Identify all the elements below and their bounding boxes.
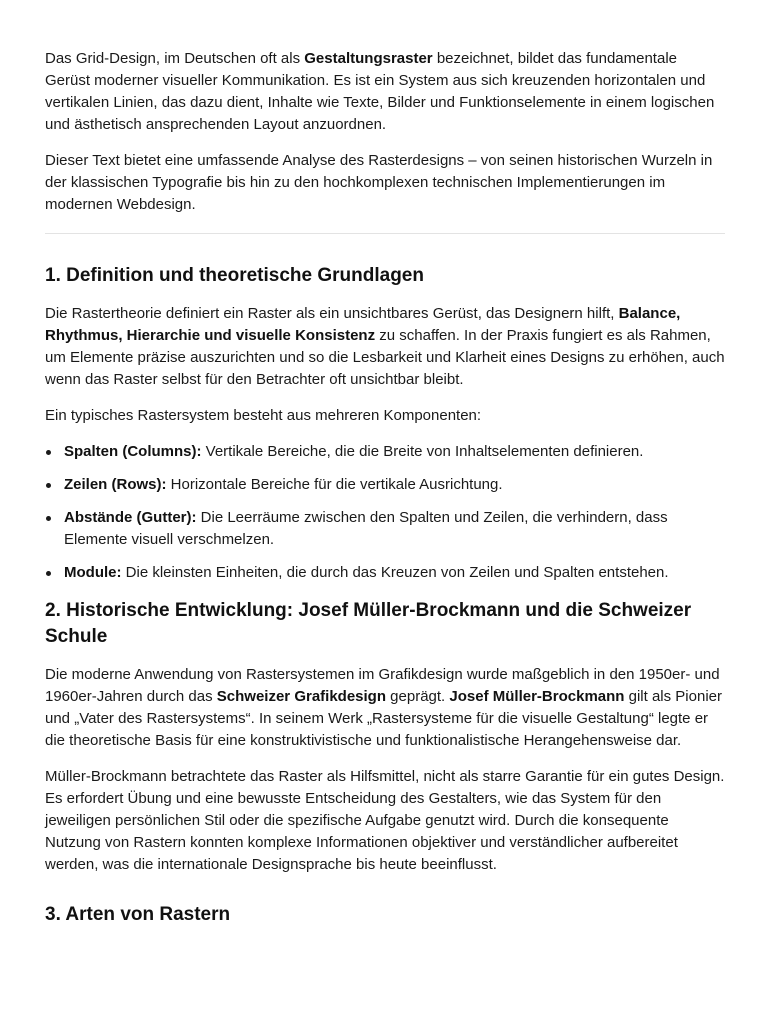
list-item: [64, 474, 725, 496]
s2-p1-bold-term-1: Schweizer Grafikdesign: [216, 688, 387, 705]
s2-p1-text-e: gilt als Pionier und „Vater des Rastersystems“. In seinem Werk „Rastersysteme für die visuelle Gestaltung“ legte er die theoretische Basis für eine konstruktivistische und funktionalistische Herangehensweise dar.: [45, 688, 722, 749]
section-divider: [45, 233, 725, 234]
intro-p1-text-a: Das Grid-Design, im Deutschen oft als: [45, 50, 305, 67]
section-2-heading: 2. Historische Entwicklung: Josef Müller-Brockmann und die Schweizer Schule: [45, 600, 692, 647]
list-item: [64, 507, 725, 551]
list-item-term: Zeilen (Rows):: [64, 476, 167, 493]
section-2-paragraph-1: [45, 664, 725, 752]
list-item-text: Horizontale Bereiche für die vertikale Ausrichtung.: [166, 476, 503, 493]
intro-paragraph-2: Dieser Text bietet eine umfassende Analyse des Rasterdesigns – von seinen historischen Wurzeln in der klassischen Typografie bis hin zu den hochkomplexen technischen Implementierungen im modernen Webdesign.: [45, 152, 713, 213]
s1-p1-text-c: zu schaffen. In der Praxis fungiert es als Rahmen, um Elemente präzise auszurichten und so die Lesbarkeit und Klarheit eines Designs zu erhöhen, auch wenn das Raster selbst für den Betrachter oft unsichtbar bleibt.: [45, 327, 725, 388]
section-2-paragraph-2: Müller-Brockmann betrachtete das Raster als Hilfsmittel, nicht als starre Garantie für ein gutes Design. Es erfordert Übung und eine bewusste Entscheidung des Gestalters, wie das System für den jeweiligen persönlichen Stil oder die spezifische Aufgabe genutzt wird. Durch die konsequente Nutzung von Rastern konnten komplexe Informationen objektiver und verständlicher aufbereitet werden, was die internationale Designsprache bis heute beeinflusst.: [45, 768, 725, 873]
list-item: [64, 562, 725, 584]
s2-p1-bold-term-2: Josef Müller-Brockmann: [449, 688, 625, 705]
s2-p1-text-c: geprägt.: [386, 688, 450, 705]
list-item-text: Die Leerräume zwischen den Spalten und Zeilen, die verhindern, dass Elemente visuell verschmelzen.: [64, 509, 668, 548]
list-item-text: Die kleinsten Einheiten, die durch das Kreuzen von Zeilen und Spalten entstehen.: [121, 564, 669, 581]
s1-p1-text-a: Die Rastertheorie definiert ein Raster als ein unsichtbares Gerüst, das Designern hilft,: [45, 305, 619, 322]
section-1-heading: 1. Definition und theoretische Grundlagen: [45, 265, 424, 286]
component-list: [45, 441, 725, 584]
list-item-term: Module:: [64, 564, 122, 581]
section-1-paragraph-2: Ein typisches Rastersystem besteht aus mehreren Komponenten:: [45, 407, 482, 424]
s1-p1-bold-term: Balance, Rhythmus, Hierarchie und visuelle Konsistenz: [45, 305, 681, 344]
section-3-heading: 3. Arten von Rastern: [45, 904, 231, 925]
s2-p1-text-a: Die moderne Anwendung von Rastersystemen im Grafikdesign wurde maßgeblich in den 1950er- und 1960er-Jahren durch das: [45, 666, 720, 705]
intro-paragraph-1: [45, 48, 725, 136]
section-1-paragraph-1: [45, 303, 725, 391]
list-item-term: Spalten (Columns):: [64, 443, 202, 460]
list-item-text: Vertikale Bereiche, die die Breite von Inhaltselementen definieren.: [201, 443, 644, 460]
list-item: [64, 441, 725, 463]
intro-p1-bold-term: Gestaltungsraster: [304, 50, 433, 67]
intro-p1-text-c: bezeichnet, bildet das fundamentale Gerüst moderner visueller Kommunikation. Es ist ein System aus sich kreuzenden horizontalen und vertikalen Linien, das dazu dient, Inhalte wie Texte, Bilder und Funktionselemente in einem logischen und ästhetisch ansprechenden Layout anzuordnen.: [45, 50, 715, 133]
list-item-term: Abstände (Gutter):: [64, 509, 197, 526]
